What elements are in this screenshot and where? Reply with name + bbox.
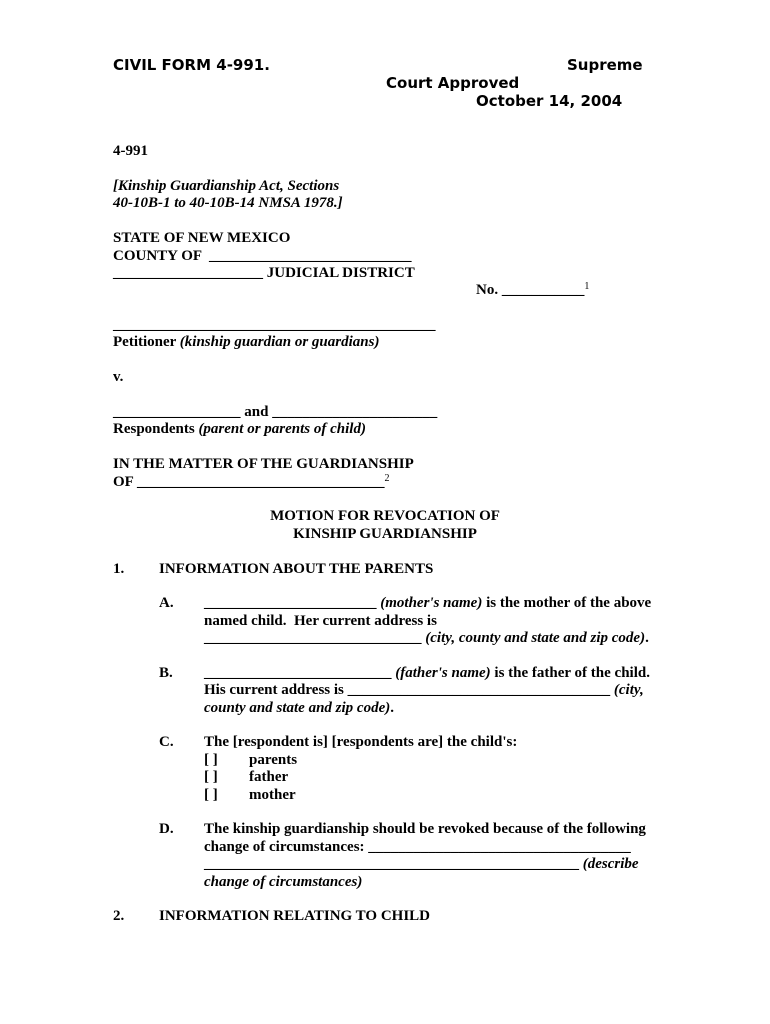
approval-date: October 14, 2004 [476, 92, 623, 110]
mother-address-row [204, 630, 649, 647]
respondents-blank-row [113, 404, 437, 421]
change-line-2 [0, 839, 770, 856]
father-name-row [204, 665, 650, 682]
respondent-1-blank: _________________ [113, 404, 241, 421]
mother-description: is the mother of the above [482, 595, 652, 612]
title-line-2 [0, 526, 770, 543]
mother-address-blank: _____________________________ [204, 630, 422, 647]
change-statement: The kinship guardianship should be revoked because of the following [204, 821, 646, 838]
mother-line-3 [0, 630, 770, 647]
versus: v. [113, 369, 124, 386]
checkbox-mother: [ ] [204, 786, 218, 803]
father-address-intro: His current address is [204, 682, 348, 699]
state-name: STATE OF NEW MEXICO [113, 230, 291, 247]
district-line [0, 265, 770, 282]
petitioner-note: (kinship guardian or guardians) [179, 334, 380, 351]
father-description: is the father of the child. [490, 664, 650, 681]
item-letter-a: A. [159, 595, 174, 612]
father-address-end: . [390, 699, 394, 716]
county-label: COUNTY OF [113, 247, 209, 264]
mother-address-intro: named child. Her current address is [204, 612, 437, 629]
respondents-note: (parent or parents of child) [198, 421, 366, 438]
father-address-label-start: (city, [610, 682, 644, 699]
mother-name-blank: _______________________ [204, 595, 377, 612]
footnote-marker-1: 1 [584, 281, 590, 293]
statute-line-2 [0, 195, 770, 212]
mother-line-2 [0, 613, 770, 630]
petitioner-blank: ___________________________________________ [113, 317, 436, 334]
father-line-2 [0, 682, 770, 699]
matter-line-2 [0, 474, 770, 491]
document-body [0, 143, 770, 926]
section-1-heading: INFORMATION ABOUT THE PARENTS [159, 560, 434, 577]
county-blank: ___________________________ [208, 247, 412, 264]
item-letter-b: B. [159, 664, 173, 681]
document-title-1: MOTION FOR REVOCATION OF [270, 508, 500, 525]
form-number: 4-991 [113, 143, 148, 160]
mother-line-1 [0, 595, 770, 612]
change-label: change of circumstances: [204, 838, 369, 855]
change-line-4 [0, 874, 770, 891]
footnote-marker-2: 2 [384, 472, 390, 484]
district-row [113, 265, 415, 282]
option-label-father: father [249, 769, 289, 786]
statute-text-2: 40-10B-1 to 40-10B-14 NMSA 1978.] [113, 195, 343, 212]
father-line-3 [0, 700, 770, 717]
case-number-label: No. [476, 282, 502, 299]
statute-text-1: [Kinship Guardianship Act, Sections [113, 177, 340, 194]
section-1-heading-line [0, 561, 770, 578]
mother-name-row [204, 595, 651, 612]
title-line-1 [0, 508, 770, 525]
district-label: JUDICIAL DISTRICT [263, 264, 415, 281]
father-name-label: (father's name) [391, 664, 491, 681]
statute-line-1 [0, 178, 770, 195]
change-line-3 [0, 856, 770, 873]
respondents-label: Respondents [113, 421, 199, 438]
change-describe-label: (describe [579, 856, 639, 873]
case-number-blank: ___________ [501, 282, 585, 299]
role-option-father [0, 769, 770, 786]
father-address-label-end: county and state and zip code) [204, 699, 391, 716]
petitioner-blank-line [0, 317, 770, 334]
form-number-line [0, 143, 770, 160]
father-address-blank: ___________________________________ [347, 682, 611, 699]
item-letter-d: D. [159, 821, 174, 838]
respondents-row [113, 421, 366, 438]
document-title-2: KINSHIP GUARDIANSHIP [293, 525, 477, 542]
petitioner-label: Petitioner [113, 334, 180, 351]
petitioner-line [0, 334, 770, 351]
change-line-1 [0, 821, 770, 838]
section-2-heading-line [0, 908, 770, 925]
section-2-heading: INFORMATION RELATING TO CHILD [159, 908, 431, 925]
mother-address-label: (city, county and state and zip code) [421, 630, 646, 647]
respondents-and: and [240, 404, 273, 421]
versus-line [0, 369, 770, 386]
checkbox-father: [ ] [204, 769, 218, 786]
section-1-number: 1. [113, 560, 125, 577]
matter-row [113, 474, 390, 492]
role-option-mother [0, 787, 770, 804]
change-blank-2: __________________________________________________ [204, 856, 579, 873]
mother-address-end: . [645, 630, 649, 647]
checkbox-parents: [ ] [204, 751, 218, 768]
case-number-line [0, 282, 770, 299]
item-letter-c: C. [159, 734, 174, 751]
form-id: CIVIL FORM 4-991. [113, 56, 270, 74]
matter-of-label: OF [113, 473, 138, 490]
change-blank-1: ___________________________________ [368, 838, 631, 855]
respondents-line [0, 421, 770, 438]
state-line [0, 230, 770, 247]
mother-name-label: (mother's name) [376, 595, 483, 612]
district-blank: ____________________ [113, 264, 263, 281]
role-option-parents [0, 752, 770, 769]
change-row-2 [204, 839, 631, 856]
approval-line-2: Court Approved [386, 74, 520, 92]
respondent-role-prompt: The [respondent is] [respondents are] the child's: [204, 734, 518, 751]
section-2-number: 2. [113, 908, 125, 925]
respondent-role-line [0, 734, 770, 751]
option-label-parents: parents [249, 751, 298, 768]
approval-line-1: Supreme [567, 56, 643, 74]
petitioner-row [113, 334, 379, 351]
matter-title: IN THE MATTER OF THE GUARDIANSHIP [113, 456, 414, 473]
change-describe-label-end: change of circumstances) [204, 873, 363, 890]
option-label-mother: mother [249, 786, 296, 803]
respondent-2-blank: ______________________ [272, 404, 438, 421]
matter-blank: _________________________________ [137, 473, 385, 490]
father-address-row [204, 682, 644, 699]
case-number-row [476, 282, 589, 300]
change-row-3 [204, 856, 639, 873]
county-line [0, 248, 770, 265]
county-row [113, 248, 411, 265]
father-line-1 [0, 665, 770, 682]
father-address-row-2 [204, 700, 394, 717]
respondents-blank-line [0, 404, 770, 421]
father-name-blank: _________________________ [204, 664, 392, 681]
